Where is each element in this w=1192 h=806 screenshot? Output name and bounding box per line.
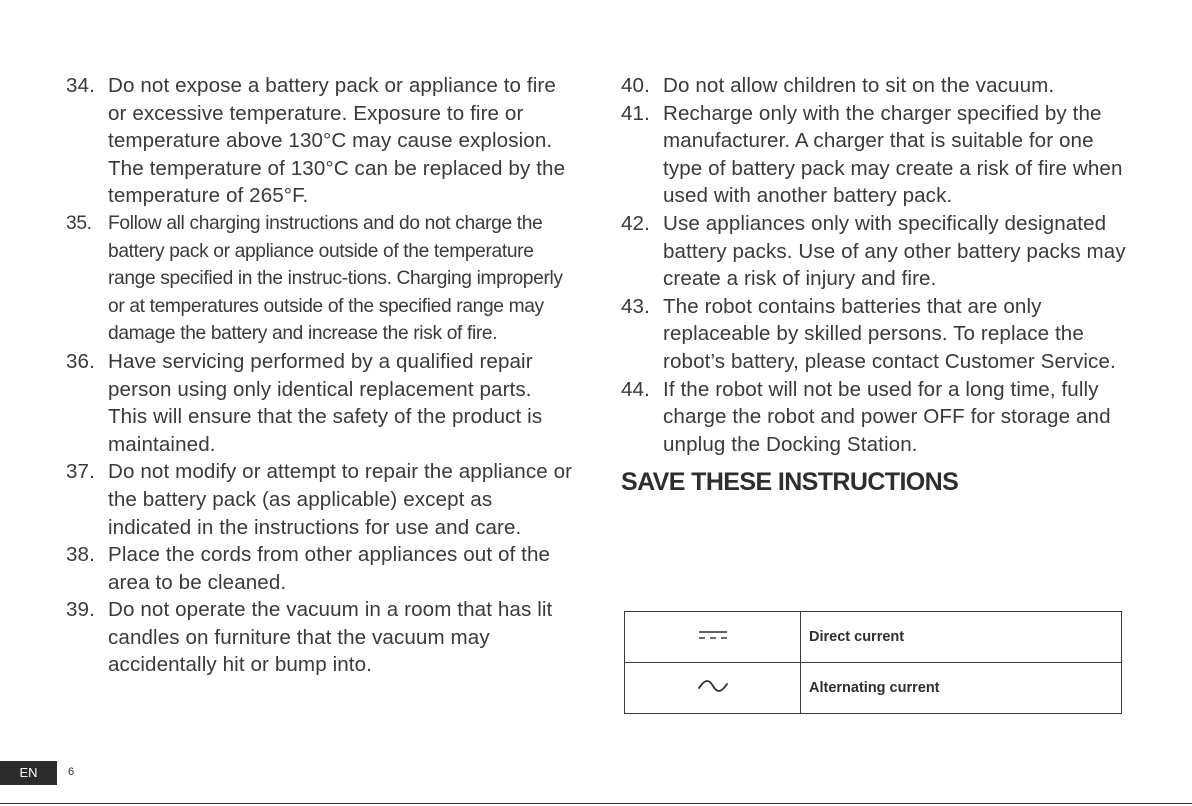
item-number: 35.	[66, 212, 92, 234]
item-text: Do not allow children to sit on the vacuum.	[663, 74, 1055, 97]
item-text: Recharge only with the charger specified by the manufacturer. A charger that is suitable for one type of battery pack may create a risk of fire when used with another battery pack.	[663, 101, 1123, 208]
item-number: 40.	[621, 74, 650, 97]
left-instruction-column	[66, 72, 576, 679]
item-text: If the robot will not be used for a long time, fully charge the robot and power OFF for storage and unplug the Docking Station.	[663, 377, 1111, 456]
bottom-divider	[0, 803, 1192, 804]
description-cell: Alternating current	[801, 663, 1122, 714]
symbol-table	[624, 611, 1122, 714]
instruction-item-40	[621, 72, 1131, 100]
alternating-current-symbol-icon	[697, 678, 729, 694]
item-number: 38.	[66, 543, 95, 567]
instruction-item-35	[66, 210, 576, 348]
instruction-item-38	[66, 541, 576, 596]
table-row	[625, 612, 1122, 663]
item-number: 36.	[66, 349, 95, 373]
item-text: Do not expose a battery pack or appliance to fire or excessive temperature. Exposure to fire or temperature above 130°C may cause explosion. The temperature of 130°C can be replaced by the temperature of 265°F.	[108, 74, 566, 208]
save-instructions-heading: SAVE THESE INSTRUCTIONS	[621, 468, 959, 497]
item-text: Do not operate the vacuum in a room that has lit candles on furniture that the vacuum may accidentally hit or bump into.	[108, 598, 553, 677]
item-number: 39.	[66, 598, 95, 622]
item-text: Use appliances only with specifically designated battery packs. Use of any other battery packs may create a risk of injury and fire.	[663, 211, 1126, 291]
instruction-item-41	[621, 100, 1131, 210]
item-text: The robot contains batteries that are only replaceable by skilled persons. To replace the robot’s battery, please contact Customer Service.	[663, 294, 1116, 373]
instruction-item-36	[66, 348, 576, 458]
item-number: 44.	[621, 377, 650, 401]
page-number: 6	[68, 766, 75, 778]
item-text: Follow all charging instructions and do not charge the battery pack or appliance outside of the temperature range specified in the instruc-tions. Charging improperly or at temperatures outside of the specified range may damage the battery and increase the risk of fire.	[108, 212, 563, 345]
description-cell: Direct current	[801, 612, 1122, 663]
symbol-cell	[625, 612, 801, 663]
instruction-item-39	[66, 596, 576, 679]
item-number: 34.	[66, 74, 95, 97]
symbol-cell	[625, 663, 801, 714]
direct-current-symbol-icon	[697, 628, 729, 642]
table-row	[625, 663, 1122, 714]
right-instruction-column	[621, 72, 1131, 499]
instruction-item-37	[66, 458, 576, 541]
instruction-item-42	[621, 210, 1131, 293]
item-number: 42.	[621, 211, 650, 235]
language-tag: EN	[0, 761, 57, 785]
item-number: 41.	[621, 101, 650, 125]
item-text: Do not modify or attempt to repair the appliance or the battery pack (as applicable) except as indicated in the instructions for use and care.	[108, 460, 573, 539]
item-text: Have servicing performed by a qualified repair person using only identical replacement parts. This will ensure that the safety of the product is maintained.	[108, 349, 543, 456]
item-text: Place the cords from other appliances out of the area to be cleaned.	[108, 543, 551, 594]
instruction-item-34	[66, 72, 576, 210]
instruction-item-43	[621, 293, 1131, 376]
item-number: 43.	[621, 294, 650, 318]
instruction-item-44	[621, 376, 1131, 459]
item-number: 37.	[66, 460, 95, 484]
